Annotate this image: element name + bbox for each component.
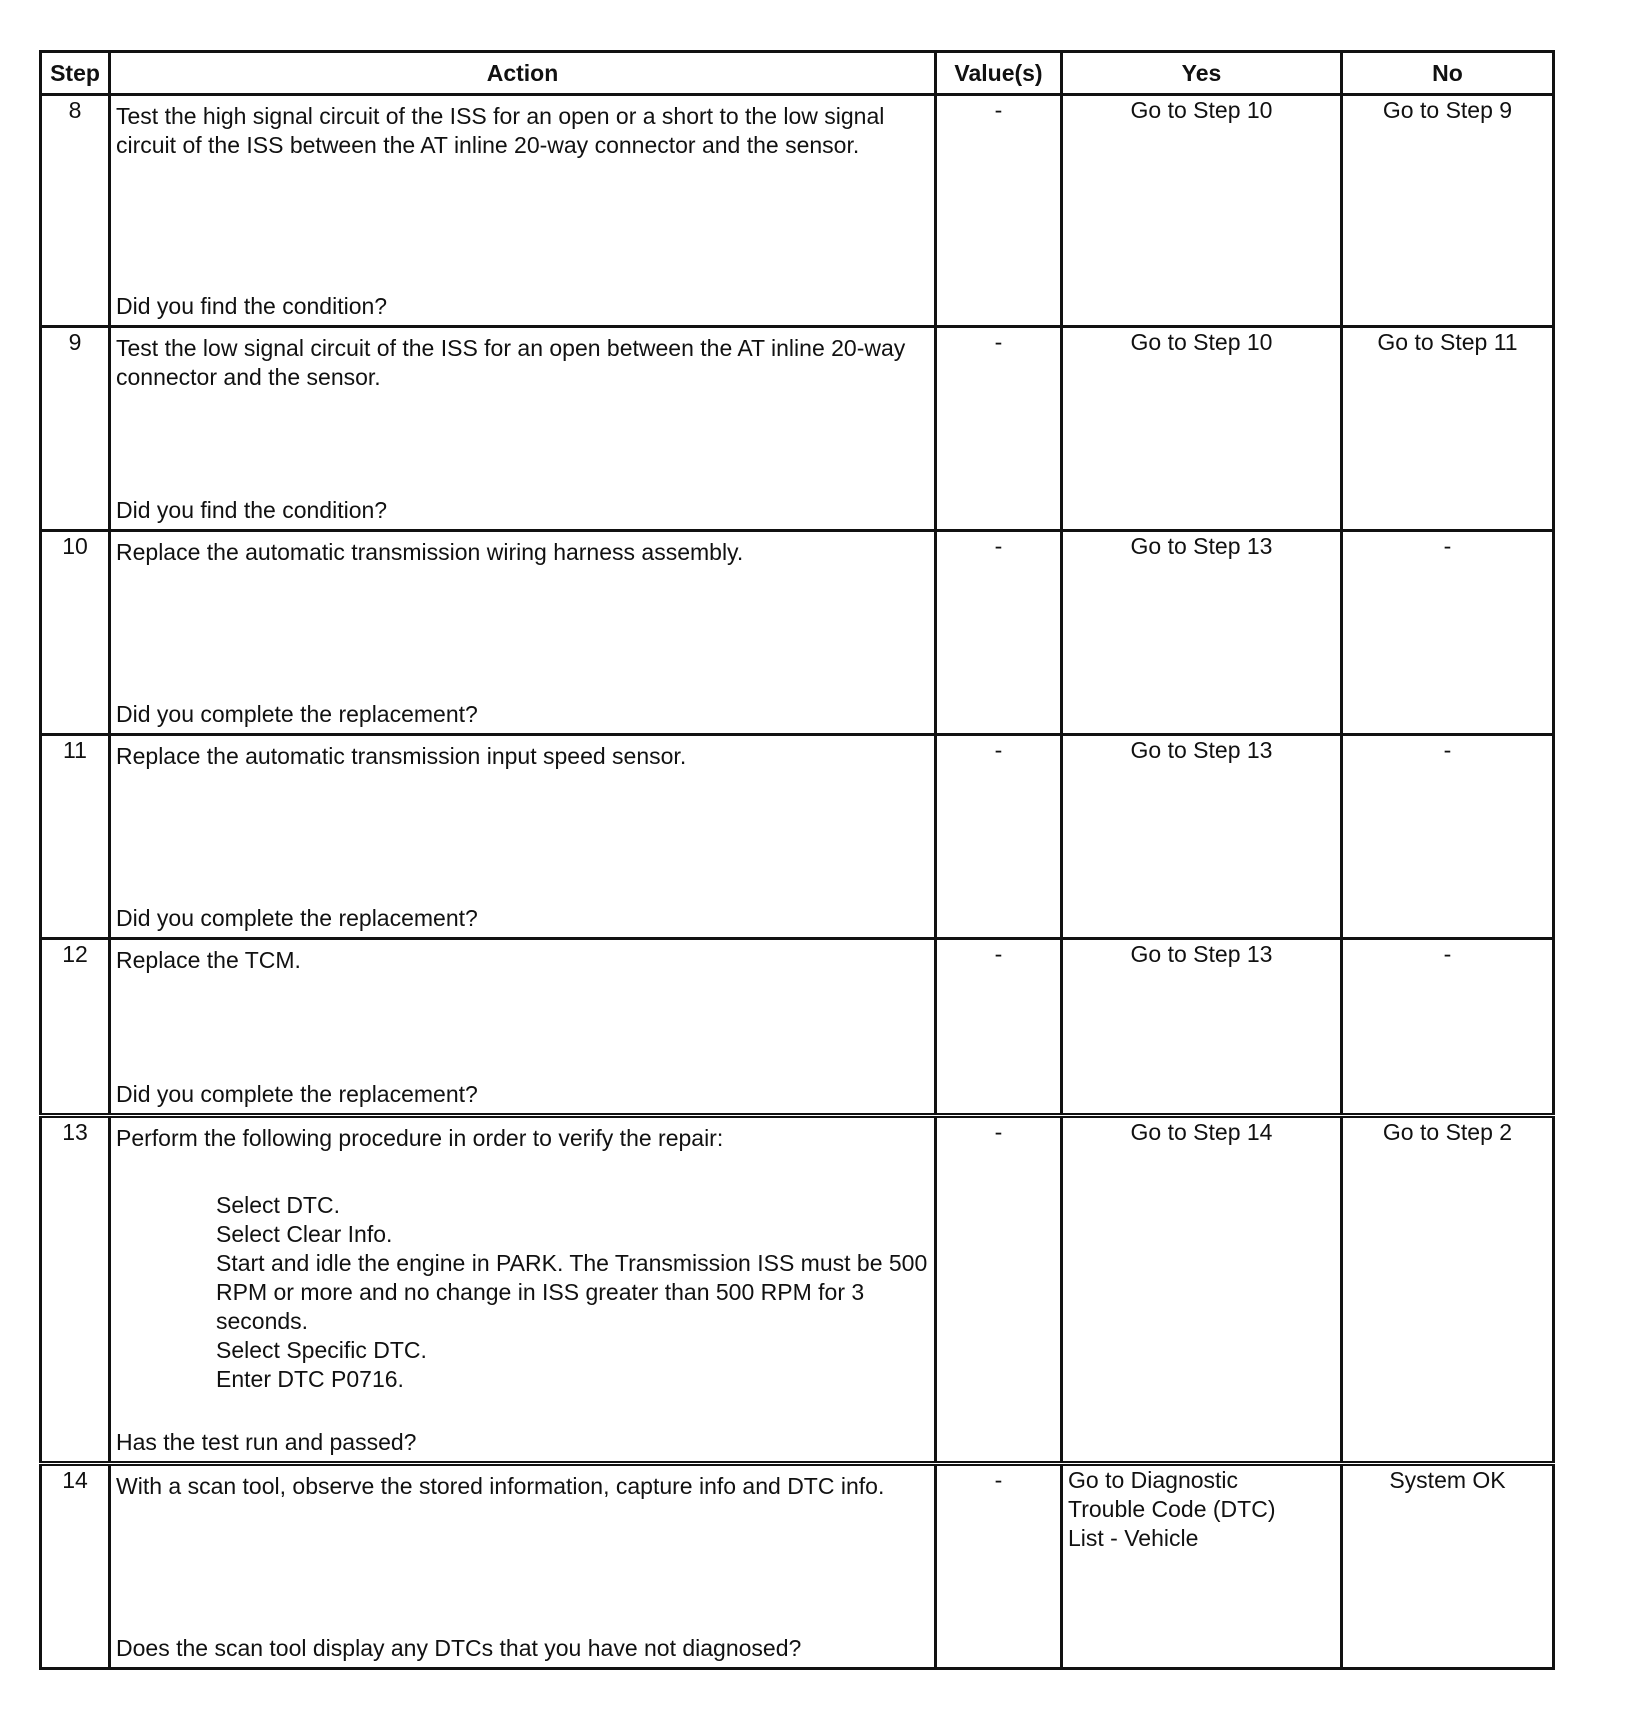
table-row	[41, 939, 1554, 1116]
action-cell	[110, 95, 936, 327]
action-text: Replace the automatic transmission wiring harness assembly.	[116, 539, 744, 565]
action-question: Did you complete the replacement?	[116, 701, 478, 727]
no-cell: -	[1342, 939, 1554, 1116]
action-text: Perform the following procedure in order to verify the repair:	[116, 1125, 724, 1151]
table-row	[41, 531, 1554, 735]
action-text: Replace the automatic transmission input speed sensor.	[116, 743, 687, 769]
step-number: 14	[41, 1464, 110, 1669]
step-number: 9	[41, 327, 110, 531]
no-cell: Go to Step 9	[1342, 95, 1554, 327]
value-cell: -	[936, 1116, 1062, 1464]
action-question: Does the scan tool display any DTCs that you have not diagnosed?	[116, 1635, 802, 1661]
table-row	[41, 735, 1554, 939]
value-cell: -	[936, 735, 1062, 939]
action-question: Did you complete the replacement?	[116, 905, 478, 931]
no-cell: Go to Step 2	[1342, 1116, 1554, 1464]
procedure-item: Select Specific DTC.	[216, 1337, 427, 1363]
action-text: Replace the TCM.	[116, 947, 301, 973]
table-row	[41, 95, 1554, 327]
action-question: Did you find the condition?	[116, 497, 388, 523]
yes-cell: Go to Step 13	[1062, 531, 1342, 735]
table-row	[41, 1464, 1554, 1669]
procedure-item: Select Clear Info.	[216, 1221, 393, 1247]
procedure-item: Enter DTC P0716.	[216, 1366, 404, 1392]
step-number: 12	[41, 939, 110, 1116]
action-question: Did you complete the replacement?	[116, 1081, 478, 1107]
no-cell: Go to Step 11	[1342, 327, 1554, 531]
yes-line: Trouble Code (DTC)	[1068, 1496, 1276, 1522]
action-question: Has the test run and passed?	[116, 1429, 417, 1455]
yes-line: List - Vehicle	[1068, 1525, 1199, 1551]
header-row	[41, 52, 1554, 95]
table-row	[41, 327, 1554, 531]
yes-cell: Go to Step 10	[1062, 327, 1342, 531]
action-cell	[110, 531, 936, 735]
action-cell	[110, 1464, 936, 1669]
step-number: 10	[41, 531, 110, 735]
value-cell: -	[936, 95, 1062, 327]
action-question: Did you find the condition?	[116, 293, 388, 319]
action-cell	[110, 327, 936, 531]
no-cell: -	[1342, 531, 1554, 735]
diagnostic-table	[39, 50, 1555, 1670]
action-text: With a scan tool, observe the stored information, capture info and DTC info.	[116, 1473, 885, 1499]
value-cell: -	[936, 1464, 1062, 1669]
value-cell: -	[936, 327, 1062, 531]
action-cell	[110, 1116, 936, 1464]
table-row	[41, 1116, 1554, 1464]
procedure-list	[116, 1191, 928, 1394]
yes-cell: Go to Step 13	[1062, 735, 1342, 939]
header-step: Step	[41, 52, 110, 95]
value-cell: -	[936, 531, 1062, 735]
no-cell: -	[1342, 735, 1554, 939]
value-cell: -	[936, 939, 1062, 1116]
yes-cell: Go to Step 14	[1062, 1116, 1342, 1464]
no-cell: System OK	[1342, 1464, 1554, 1669]
yes-cell	[1062, 1464, 1342, 1669]
procedure-item: Start and idle the engine in PARK. The Transmission ISS must be 500 RPM or more and no change in ISS greater than 500 RPM for 3 seconds.	[216, 1250, 928, 1334]
action-cell	[110, 939, 936, 1116]
action-cell	[110, 735, 936, 939]
yes-cell: Go to Step 13	[1062, 939, 1342, 1116]
action-text: Test the high signal circuit of the ISS for an open or a short to the low signal circuit of the ISS between the AT inline 20-way connector and the sensor.	[116, 103, 885, 158]
step-number: 8	[41, 95, 110, 327]
step-number: 11	[41, 735, 110, 939]
header-values: Value(s)	[936, 52, 1062, 95]
step-number: 13	[41, 1116, 110, 1464]
yes-cell: Go to Step 10	[1062, 95, 1342, 327]
header-yes: Yes	[1062, 52, 1342, 95]
header-no: No	[1342, 52, 1554, 95]
action-text: Test the low signal circuit of the ISS for an open between the AT inline 20-way connector and the sensor.	[116, 335, 906, 390]
procedure-item: Select DTC.	[216, 1192, 340, 1218]
header-action: Action	[110, 52, 936, 95]
yes-line: Go to Diagnostic	[1068, 1467, 1239, 1493]
